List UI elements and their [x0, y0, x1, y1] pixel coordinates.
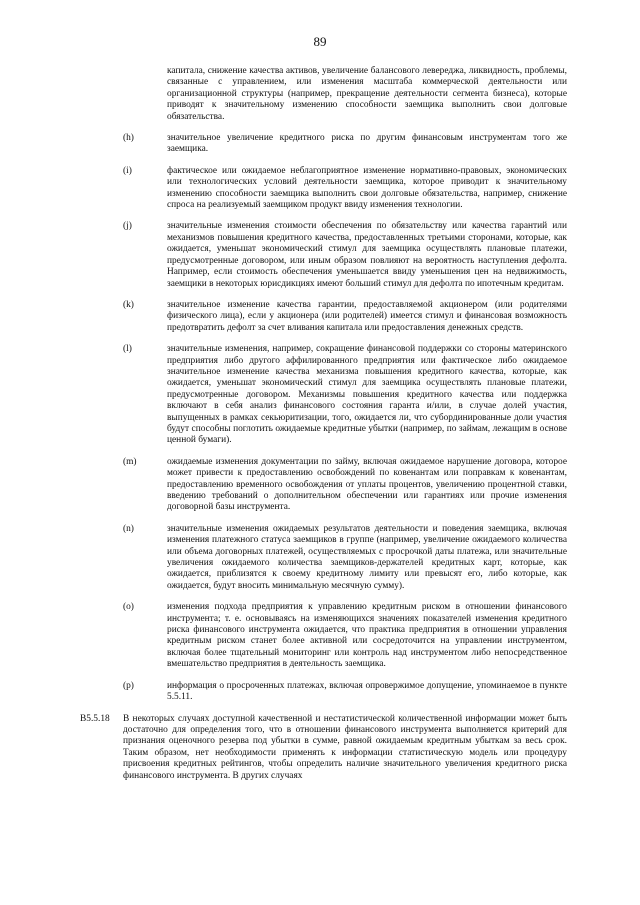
section-number: B5.5.18	[80, 713, 110, 724]
list-item-h	[0, 133, 640, 156]
item-text: фактическое или ожидаемое неблагоприятное изменение нормативно-правовых, экономических или технологических условий деятельности заемщика, которое приводит к значительному изменению способности заемщика выполнить свои долговые обязательства, например, снижение спроса на реализуемый заемщиком продукт ввиду изменения технологии.	[167, 165, 567, 211]
item-label: (k)	[123, 299, 134, 310]
document-body	[0, 66, 640, 782]
item-label: (h)	[123, 133, 134, 144]
item-text: значительное изменение качества гарантии, предоставляемой акционером (или родителями физического лица), если у акционера (или родителей) имеется стимул и финансовая возможность предотвратить дефолт за счет вливания капитала или предоставления денежных средств.	[167, 299, 567, 333]
item-text: значительные изменения ожидаемых результатов деятельности и поведения заемщика, включая изменения платежного статуса заемщиков в группе (например, увеличение ожидаемого количества или объема договорных платежей, осуществляемых с просрочкой даты платежа, или значительные увеличения ожидаемого количества заемщиков-держателей кредитных карт, которые, как ожидается, приблизятся к своему кредитному лимиту или превысят его, либо которые, как ожидается, будут вносить минимальную месячную сумму).	[167, 523, 567, 591]
item-text: изменения подхода предприятия к управлению кредитным риском в отношении финансового инструмента; т. е. основываясь на изменяющихся значениях показателей изменения кредитного риска финансового инструмента ожидается, что практика предприятия в отношении управления кредитным риском станет более активной или сосредоточится на управлении инструментом, включая более тщательный мониторинг или контроль над инструментом либо непосредственное вмешательство предприятия в деятельность заемщика.	[167, 602, 567, 670]
list-item-k	[0, 300, 640, 334]
item-label: (l)	[123, 344, 132, 355]
item-text: значительное увеличение кредитного риска по другим финансовым инструментам того же заемщика.	[167, 133, 567, 155]
item-label: (o)	[123, 602, 134, 613]
section-b5-5-18	[0, 714, 640, 782]
item-text: значительные изменения, например, сокращение финансовой поддержки со стороны материнского предприятия либо другого аффилированного предприятия или фактическое либо ожидаемое значительное изменение качества механизма повышения кредитного качества, которые, как ожидается, уменьшат экономический стимул для заемщика осуществлять плановые платежи, предусмотренные договором. Механизмы повышения кредитного качества или поддержка включают в себя анализ финансового состояния гаранта и/или, в случае долей участия, выпущенных в рамках секьюритизации, того, ожидается ли, что субординированные доли участия будут способны поглотить ожидаемые кредитные убытки (например, по займам, лежащим в основе ценной бумаги).	[167, 344, 567, 446]
item-text: значительные изменения стоимости обеспечения по обязательству или качества гарантий или механизмов повышения кредитного качества, предоставленных третьими сторонами, которые, как ожидается, уменьшат экономический стимул для заемщика осуществлять плановые платежи, предусмотренные договором, или иным образом повлияют на вероятность наступления дефолта. Например, если стоимость обеспечения уменьшается ввиду уменьшения цен на недвижимость, заемщики в некоторых юрисдикциях имеют больший стимул для дефолта по ипотечным кредитам.	[167, 221, 567, 289]
item-text: ожидаемые изменения документации по займу, включая ожидаемое нарушение договора, которое может привести к предоставлению освобождений по ковенантам или поправкам к ковенантам, предоставлению временного освобождения от уплаты процентов, увеличению процентной ставки, введению требований о дополнительном обеспечении или гарантиях или прочие изменения договорной базы инструмента.	[167, 456, 567, 513]
page-number: 89	[313, 34, 327, 49]
list-item-j	[0, 221, 640, 289]
list-item-i	[0, 166, 640, 212]
list-item-o	[0, 602, 640, 670]
list-item-n	[0, 524, 640, 592]
lead-paragraph: капитала, снижение качества активов, увеличение балансового левереджа, ликвидность, проблемы, связанные с управлением, или изменения масштаба коммерческой деятельности или организационной структуры (например, прекращение деятельности сегмента бизнеса), которые приводят к значительному изменению способности заемщика выполнить свои долговые обязательства.	[167, 66, 567, 122]
item-label: (n)	[123, 523, 134, 534]
list-item-l	[0, 344, 640, 447]
list-item-p	[0, 681, 640, 704]
item-label: (p)	[123, 680, 134, 691]
item-label: (m)	[123, 456, 137, 467]
section-text: В некоторых случаях доступной качественной и нестатистической количественной информации может быть достаточно для определения того, что в отношении финансового инструмента выполняется критерий для признания оценочного резерва под убытки в сумме, равной ожидаемым кредитным убыткам за весь срок. Таким образом, нет необходимости применять к информации статистическую модель или процедуру присвоения кредитных рейтингов, чтобы определить наличие значительного увеличения кредитного риска финансового инструмента. В других случаях	[123, 713, 567, 781]
item-label: (j)	[123, 221, 132, 232]
list-item-m	[0, 457, 640, 514]
item-text: информация о просроченных платежах, включая опровержимое допущение, упоминаемое в пункте 5.5.11.	[167, 680, 567, 703]
item-label: (i)	[123, 165, 132, 176]
